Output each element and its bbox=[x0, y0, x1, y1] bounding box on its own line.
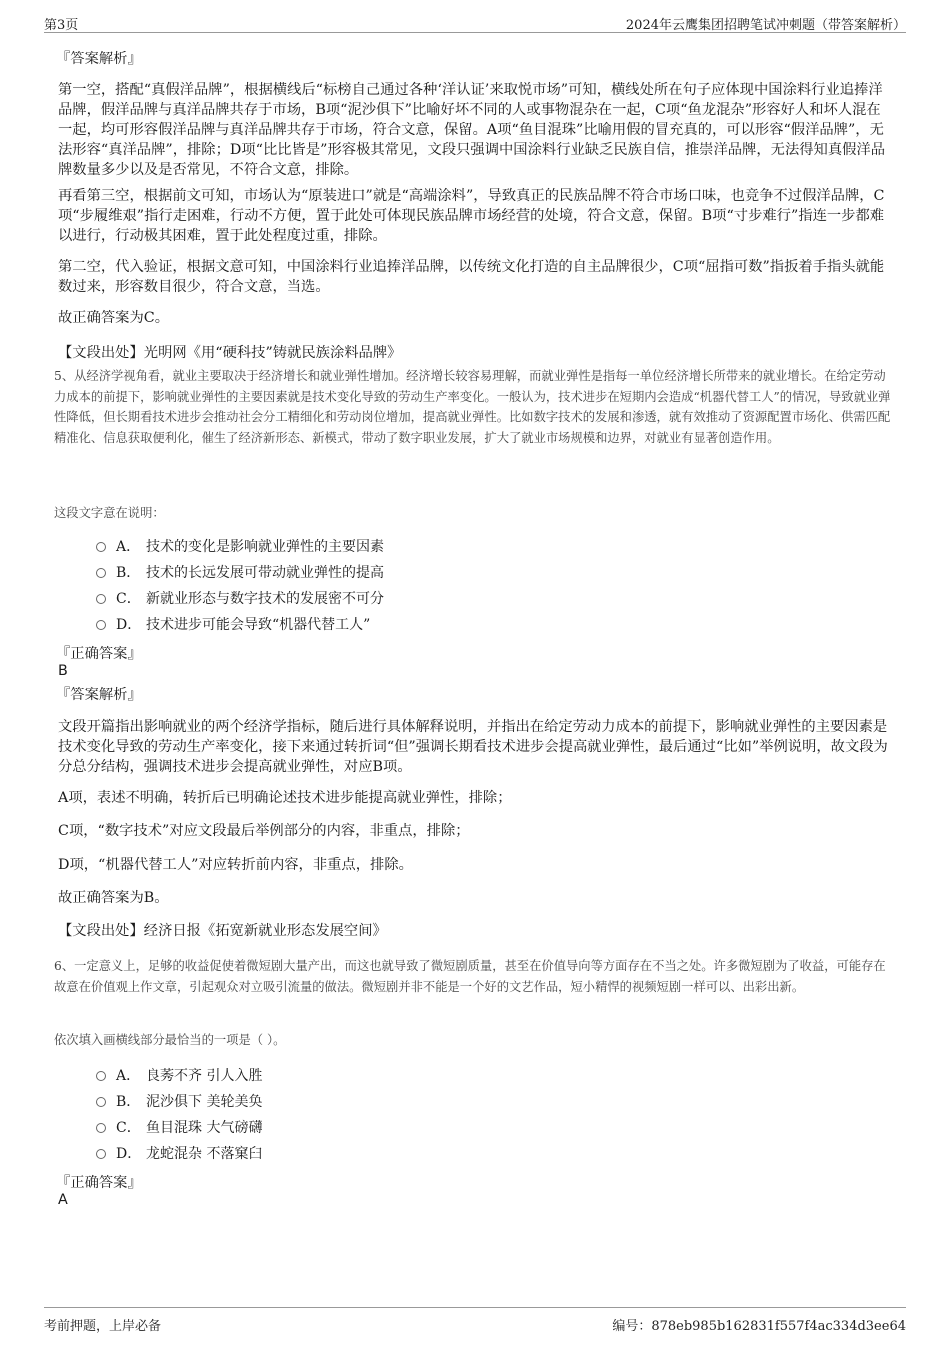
radio-icon[interactable] bbox=[96, 542, 106, 552]
option-text: 鱼目混珠 大气磅礴 bbox=[146, 1120, 263, 1136]
q5-stem: 5、从经济学视角看，就业主要取决于经济增长和就业弹性增加。经济增长较容易理解，而就业弹性是指每一单位经济增长所带来的就业增长。在给定劳动力成本的前提下，影响就业弹性的主要因素就是技术变化导致的劳动生产率变化。一般认为，技术进步在短期内会造成“机器代替工人”的情况，导致就业弹性降低，但长期看技术进步会推动社会分工精细化和劳动岗位增加，提高就业弹性。比如数字技术的发展和渗透，就有效推动了资源配置市场化、供需匹配精准化、信息获取便利化，催生了经济新形态、新模式，带动了数字职业发展，扩大了就业市场规模和边界，对就业有显著创造作用。 bbox=[54, 369, 891, 445]
q5-analysis-2: A项，表述不明确，转折后已明确论述技术进步能提高就业弹性，排除； bbox=[58, 790, 512, 806]
option-text: 龙蛇混杂 不落窠臼 bbox=[146, 1146, 263, 1162]
radio-icon[interactable] bbox=[96, 1097, 106, 1107]
q5-option-b[interactable]: B． 技术的长远发展可带动就业弹性的提高 bbox=[96, 563, 384, 583]
option-text: 泥沙俱下 美轮美奂 bbox=[146, 1094, 263, 1110]
page-number: 第3页 bbox=[44, 18, 79, 33]
q5-option-a[interactable]: A． 技术的变化是影响就业弹性的主要因素 bbox=[96, 537, 384, 557]
q5-analysis-label: 『答案解析』 bbox=[56, 687, 142, 703]
footer-code: 编号：878eb985b162831f557f4ac334d3ee64 bbox=[612, 1319, 906, 1334]
page-footer bbox=[44, 1307, 906, 1334]
option-text: 技术进步可能会导致“机器代替工人” bbox=[146, 617, 371, 633]
q5-option-c[interactable]: C． 新就业形态与数字技术的发展密不可分 bbox=[96, 589, 384, 609]
q6-option-d[interactable]: D． 龙蛇混杂 不落窠臼 bbox=[96, 1144, 262, 1164]
radio-icon[interactable] bbox=[96, 1123, 106, 1133]
option-text: 良莠不齐 引人入胜 bbox=[146, 1068, 263, 1084]
q4-analysis-para-2: 再看第三空，根据前文可知，市场认为“原装进口”就是“高端涂料”，导致真正的民族品牌不符合市场口味，也竞争不过假洋品牌，C项“步履维艰”指行走困难，行动不方便，置于此处可体现民族品牌市场经营的处境，符合文意，保留。B项“寸步难行”指连一步都难以进行，行动极其困难，置于此处程度过重，排除。 bbox=[58, 188, 885, 244]
option-text: 新就业形态与数字技术的发展密不可分 bbox=[146, 591, 384, 607]
option-text: 技术的长远发展可带动就业弹性的提高 bbox=[146, 565, 384, 581]
q6-stem: 6、一定意义上，足够的收益促使着微短剧大量产出，而这也就导致了微短剧质量，甚至在价值导向等方面存在不当之处。许多微短剧为了收益，可能存在故意在价值观上作文章，引起观众对立吸引流量的做法。微短剧并非不能是一个好的文艺作品，短小精悍的视频短剧一样可以、出彩出新。 bbox=[54, 959, 886, 994]
radio-icon[interactable] bbox=[96, 620, 106, 630]
q5-analysis-4: D项，“机器代替工人”对应转折前内容，非重点，排除。 bbox=[58, 857, 413, 873]
q5-conclusion: 故正确答案为B。 bbox=[58, 890, 169, 906]
q5-option-d[interactable]: D． 技术进步可能会导致“机器代替工人” bbox=[96, 615, 370, 635]
q6-option-b[interactable]: B． 泥沙俱下 美轮美奂 bbox=[96, 1092, 262, 1112]
page-header bbox=[44, 12, 906, 33]
radio-icon[interactable] bbox=[96, 594, 106, 604]
q5-answer-label: 『正确答案』 bbox=[56, 646, 142, 662]
q4-conclusion: 故正确答案为C。 bbox=[58, 310, 170, 326]
footer-slogan: 考前押题，上岸必备 bbox=[44, 1319, 162, 1334]
q5-question: 这段文字意在说明： bbox=[54, 506, 165, 520]
q4-analysis-para-1: 第一空，搭配“真假洋品牌”，根据横线后“标榜自己通过各种‘洋认证’来取悦市场”可知，横线处所在句子应体现中国涂料行业追捧洋品牌，假洋品牌与真洋品牌共存于市场，B项“泥沙俱下”比喻好坏不同的人或事物混杂在一起，C项“鱼龙混杂”形容好人和坏人混在一起，均可形容假洋品牌与真洋品牌共存于市场，符合文意，保留。A项“鱼目混珠”比喻用假的冒充真的，可以形容“假洋品牌”，无法形容“真洋品牌”，排除；D项“比比皆是”形容极其常见，文段只强调中国涂料行业缺乏民族自信，推崇洋品牌，无法得知真假洋品牌数量多少以及是否常见，不符合文意，排除。 bbox=[58, 82, 886, 178]
option-text: 技术的变化是影响就业弹性的主要因素 bbox=[146, 539, 384, 555]
q6-answer-label: 『正确答案』 bbox=[56, 1175, 142, 1191]
q4-source: 【文段出处】光明网《用“硬科技”铸就民族涂料品牌》 bbox=[58, 345, 402, 361]
q6-option-c[interactable]: C． 鱼目混珠 大气磅礴 bbox=[96, 1118, 262, 1138]
q5-analysis-3: C项，“数字技术”对应文段最后举例部分的内容，非重点，排除； bbox=[58, 823, 470, 839]
q4-analysis-para-3: 第二空，代入验证，根据文意可知，中国涂料行业追捧洋品牌，以传统文化打造的自主品牌很少，C项“屈指可数”指扳着手指头就能数过来，形容数目很少，符合文意，当选。 bbox=[58, 259, 885, 295]
radio-icon[interactable] bbox=[96, 568, 106, 578]
q6-option-a[interactable]: A． 良莠不齐 引人入胜 bbox=[96, 1066, 262, 1086]
q5-source: 【文段出处】经济日报《拓宽新就业形态发展空间》 bbox=[58, 923, 387, 939]
radio-icon[interactable] bbox=[96, 1071, 106, 1081]
q6-answer: A bbox=[58, 1192, 68, 1208]
q4-analysis-label: 『答案解析』 bbox=[56, 51, 142, 67]
document-title: 2024年云鹰集团招聘笔试冲刺题（带答案解析） bbox=[625, 18, 906, 33]
q6-question: 依次填入画横线部分最恰当的一项是（ ）。 bbox=[54, 1033, 286, 1047]
q5-answer: B bbox=[58, 663, 68, 679]
q5-analysis-1: 文段开篇指出影响就业的两个经济学指标，随后进行具体解释说明，并指出在给定劳动力成本的前提下，影响就业弹性的主要因素是技术变化导致的劳动生产率变化，接下来通过转折词“但”强调长期看技术进步会提高就业弹性，最后通过“比如”举例说明，故文段为分总分结构，强调技术进步会提高就业弹性，对应B项。 bbox=[58, 719, 888, 775]
radio-icon[interactable] bbox=[96, 1149, 106, 1159]
